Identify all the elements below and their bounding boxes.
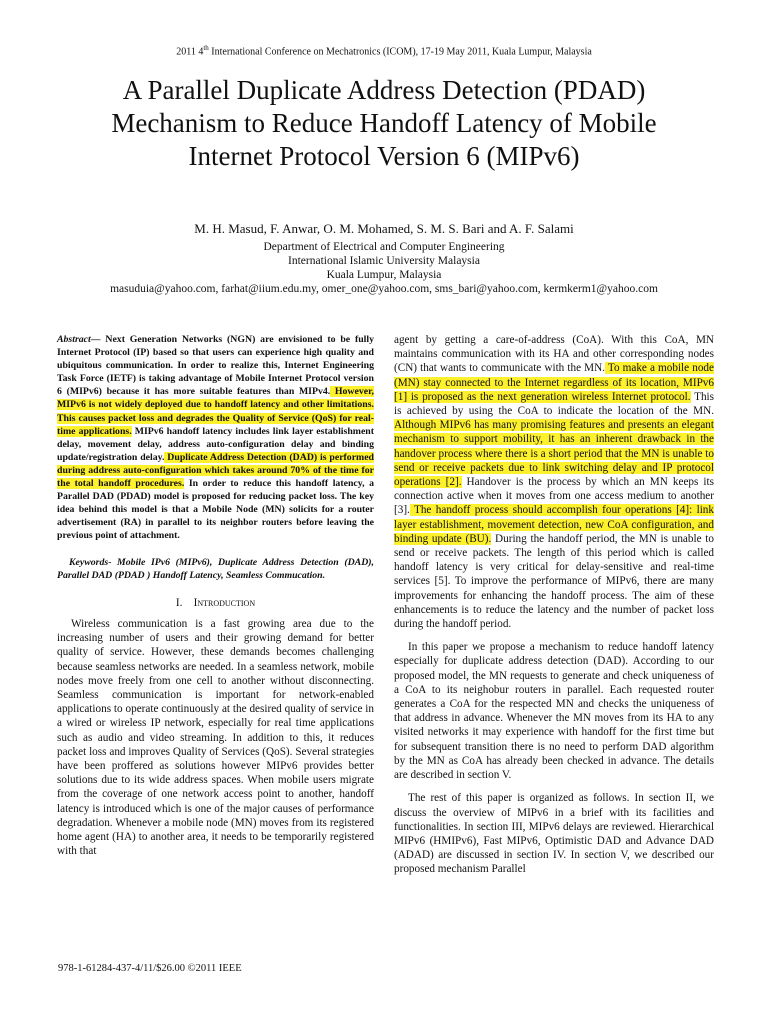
title-line: Internet Protocol Version 6 (MIPv6) <box>188 141 580 171</box>
right-column <box>394 333 714 877</box>
paper-title <box>40 74 728 173</box>
university: International Islamic University Malaysia <box>288 255 480 267</box>
emails: masuduia@yahoo.com, farhat@iium.edu.my, omer_one@yahoo.com, sms_bari@yahoo.com, kermkerm1@yahoo.com <box>110 283 658 295</box>
section-heading: I. Introduction <box>175 596 256 609</box>
conference-sup: th <box>203 44 209 52</box>
proposal-paragraph: In this paper we propose a mechanism to reduce handoff latency especially for duplicate address detection (DAD). According to our proposed model, the MN requests to generate and check uniqueness of a CoA to its neighobur routers in parallel. Each requested router generates a CoA for the respected MN and checks the uniqueness of that address in advance. Whenever the MN moves from its HA to any visited networks it may experience with handoff for the first time but for subsequent transition there is no need to perform DAD algorithm by the MN as CoA has already been checked in advance. The details are described in section V. <box>394 641 714 782</box>
abstract: Abstract— Next Generation Networks (NGN) are envisioned to be fully Internet Protocol (IP) based so that users can experience high quality and ubiquitous communication. In order to realize this, Internet Engineering Task Force (IETF) is taking advantage of Mobile Internet Protocol version 6 (MIPv6) because it has more suitable features than MIPv4. However, MIPv6 is not widely deployed due to handoff latency and other limitations. This causes packet loss and degrades the Quality of Service (QoS) for real-time applications. MIPv6 handoff latency includes link layer establishment delay, movement delay, address auto-configuration delay and binding update/registration delay. Duplicate Address Detection (DAD) is performed during address auto-configuration which takes around 70% of the time for the total handoff procedures. In order to reduce this handoff latency, a Parallel DAD (PDAD) model is proposed for reducing packet loss. The key idea behind this model is that a Mobile Node (MN) solicits for a router advertisement (RA) in parallel to its neighbor routers before leaving the previous point of attachment. <box>57 334 375 542</box>
organization-paragraph: The rest of this paper is organized as follows. In section II, we discuss the overview of MIPv6 in a brief with its facilities and functionalities. In section III, MIPv6 delays are reviewed. Hierarchical MIPv6 (HMIPv6), Fast MIPv6, Optimistic DAD and Advance DAD (ADAD) are discussed in section IV. In section V, we described our proposed mechanism Parallel <box>394 792 714 876</box>
keywords: Keywords- Mobile IPv6 (MIPv6), Duplicate Address Detection (DAD), Parallel DAD (PDAD ) Handoff Latency, Seamless Commucation. <box>57 556 374 581</box>
highlight: However, MIPv6 is not widely deployed due to handoff latency and other limitations. This causes packet loss and degrades the Quality of Service (QoS) for real-time applications. <box>57 386 374 437</box>
location: Kuala Lumpur, Malaysia <box>326 269 442 281</box>
highlight: To make a mobile node (MN) stay connected to the Internet regardless of its location, MIPv6 [1] is proposed as the next generation wireless Internet protocol. <box>394 362 714 403</box>
abstract-label: Abstract— <box>57 334 101 345</box>
affiliation <box>0 240 768 296</box>
conference-header <box>0 44 768 57</box>
intro-continued: agent by getting a care-of-address (CoA). With this CoA, MN maintains communication with its HA and other corresponding nodes (CN) that wants to communicate with the MN. To make a mobile node (MN) stay connected to the Internet regardless of its location, MIPv6 [1] is proposed as the next generation wireless Internet protocol. This is achieved by using the CoA to indicate the location of the MN. Although MIPv6 has many promising features and presents an elegant mechanism to support mobility, it has an inherent drawback in the handover process where there is a short period that the MN is unable to send or receive packets due to link switching delay and IP protocol operations [2]. Handover is the process by which an MN keeps its connection active when it moves from one access medium to another [3]. The handoff process should accomplish four operations [4]: link layer establishment, movement detection, new CoA configuration, and binding update (BU). During the handoff period, the MN is unable to send or receive packets. The length of this period which is called handoff latency is very critical for delay-sensitive and real-time services [5]. To improve the performance of MIPv6, there are many improvements for enhancing the handoff process. The aim of these enhancements is to reduce the latency and the number of packet loss during the handoff period. <box>394 334 715 631</box>
copyright-footer: 978-1-61284-437-4/11/$26.00 ©2011 IEEE <box>58 963 242 974</box>
title-line: A Parallel Duplicate Address Detection (PDAD) <box>122 75 646 105</box>
conference-post: International Conference on Mechatronics (ICOM), 17-19 May 2011, Kuala Lumpur, Malaysia <box>208 46 592 58</box>
highlight: The handoff process should accomplish four operations [4]: link layer establishment, movement detection, new CoA configuration, and binding update (BU). <box>394 504 714 545</box>
department: Department of Electrical and Computer Engineering <box>263 241 505 253</box>
highlight: Although MIPv6 has many promising features and presents an elegant mechanism to support mobility, it has an inherent drawback in the handover process where there is a short period that the MN is unable to send or receive packets due to link switching delay and IP protocol operations [2]. <box>394 419 714 489</box>
conference-pre: 2011 4 <box>176 46 204 58</box>
left-column <box>57 333 374 858</box>
highlight: Duplicate Address Detection (DAD) is performed during address auto-configuration which takes around 70% of the time for the total handoff procedures. <box>57 451 375 490</box>
authors: M. H. Masud, F. Anwar, O. M. Mohamed, S. M. S. Bari and A. F. Salami <box>194 221 574 236</box>
intro-paragraph: Wireless communication is a fast growing area due to the increasing number of users and their growing demand for better quality of service. However, these demands becomes challenging because seamless networks are needed. In a seamless network, mobile nodes move freely from one cell to another without disconnecting. Seamless communication is important for network-enabled applications to operate continuously at the desired quality of service in a wired or wireless IP network, especially for real time applications such as audio and video streaming. In addition to this, it reduces packet loss and improves Quality of Services (QoS). Several strategies have been proffered as solutions however MIPv6 provides better solutions due to its wide address spaces. When mobile users migrate from the coverage of one network access point to another, handoff latency is introduced which is one of the major causes of performance degradation. Whenever a mobile node (MN) moves from its registered home agent (HA) to another area, it needs to be temporarily registered with that <box>57 617 374 858</box>
title-line: Mechanism to Reduce Handoff Latency of Mobile <box>111 108 657 138</box>
